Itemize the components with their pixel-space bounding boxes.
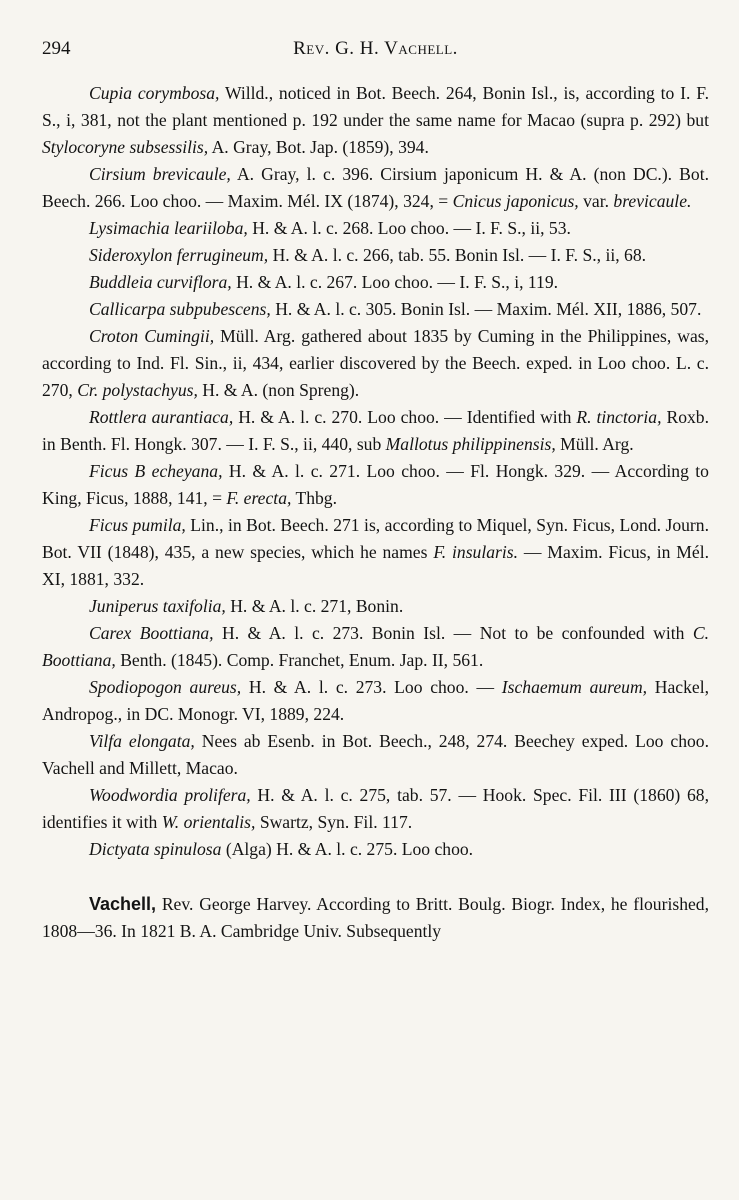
species-name: Dictyata spinulosa [89,839,222,859]
entry-paragraph [42,458,709,512]
entry-text: H. & A. (non Spreng). [197,380,360,400]
entry-text: H. & A. l. c. 267. Loo choo. — I. F. S., i, 119. [231,272,559,292]
biography-paragraph [42,891,709,945]
species-name: Ficus B echeyana, [89,461,223,481]
italic-citation: F. insularis. [433,542,519,562]
italic-citation: Stylocoryne subsessilis, [42,137,209,157]
entry-text: Willd., noticed in Bot. Beech. 264, Bonin Isl., is, according to I. F. S., i, 381, not the plant mentioned p. 192 under the same name for Macao (supra p. 292) but [42,83,709,130]
italic-citation: F. erecta, [226,488,292,508]
species-name: Sideroxylon ferrugineum, [89,245,269,265]
entry-text: A. Gray, l. c. 396. Cirsium japonicum H. & A. (non DC.). Bot. Beech. 266. Loo choo. — Maxim. Mél. IX (1874), 324, = [42,164,709,211]
italic-citation: brevicaule. [613,191,692,211]
entry-list [42,80,709,863]
biography-text: Rev. George Harvey. According to Britt. Boulg. Biogr. Index, he flourished, 1808—36. In 1821 B. A. Cambridge Univ. Subsequently [42,894,709,941]
page-number: 294 [42,38,71,59]
running-head: Rev. G. H. Vachell. [293,38,458,59]
entry-text: H. & A. l. c. 273. Loo choo. — [241,677,502,697]
entry-paragraph [42,323,709,404]
species-name: Woodwordia prolifera, [89,785,251,805]
entry-text: H. & A. l. c. 270. Loo choo. — Identified with [233,407,577,427]
entry-text: Lin., in Bot. Beech. 271 is, according to Miquel, Syn. Ficus, Lond. Journ. Bot. VII (1848), 435, a new species, which he names [42,515,709,562]
species-name: Vilfa elongata, [89,731,195,751]
entry-text: Swartz, Syn. Fil. 117. [255,812,413,832]
entry-text: A. Gray, Bot. Jap. (1859), 394. [208,137,429,157]
italic-citation: W. orientalis, [161,812,256,832]
species-name: Cirsium brevicaule, [89,164,231,184]
entry-text: Müll. Arg. [555,434,634,454]
entry-text: Roxb. in Benth. Fl. Hongk. 307. — I. F. S., ii, 440, sub [42,407,709,454]
species-name: Spodiopogon aureus, [89,677,242,697]
entry-text: Hackel, Andropog., in DC. Monogr. VI, 1889, 224. [42,677,709,724]
page-body [42,80,709,963]
entry-paragraph [42,782,709,836]
page-header [42,38,709,64]
entry-text: H. & A. l. c. 275, tab. 57. — Hook. Spec. Fil. III (1860) 68, identifies it with [42,785,710,832]
entry-text: — Maxim. Ficus, in Mél. XI, 1881, 332. [42,542,709,589]
species-name: Lysimachia leariiloba, [89,218,248,238]
species-name: Rottlera aurantiaca, [89,407,234,427]
entry-text: H. & A. l. c. 266, tab. 55. Bonin Isl. — I. F. S., ii, 68. [268,245,647,265]
entry-text: H. & A. l. c. 268. Loo choo. — I. F. S., ii, 53. [247,218,571,238]
species-name: Ficus pumila, [89,515,186,535]
italic-citation: R. tinctoria, [576,407,662,427]
italic-citation: Cnicus japonicus, [452,191,579,211]
entry-paragraph [42,836,709,863]
entry-paragraph [42,269,709,296]
entry-text: Benth. (1845). Comp. Franchet, Enum. Jap. II, 561. [115,650,484,670]
entry-text: Nees ab Esenb. in Bot. Beech., 248, 274. Beechey exped. Loo choo. Vachell and Millett, Macao. [42,731,709,778]
entry-text: var. [578,191,614,211]
entry-text: H. & A. l. c. 273. Bonin Isl. — Not to be confounded with [213,623,693,643]
entry-paragraph [42,728,709,782]
entry-paragraph [42,80,709,161]
entry-paragraph [42,512,709,593]
italic-citation: Ischaemum aureum, [501,677,648,697]
entry-paragraph [42,404,709,458]
entry-paragraph [42,620,709,674]
entry-paragraph [42,296,709,323]
species-name: Juniperus taxifolia, [89,596,226,616]
species-name: Cupia corymbosa, [89,83,220,103]
species-name: Buddleia curviflora, [89,272,232,292]
italic-citation: Cr. polystachyus, [77,380,198,400]
species-name: Callicarpa subpubescens, [89,299,271,319]
italic-citation: Mallotus philippinensis, [385,434,556,454]
entry-paragraph [42,215,709,242]
species-name: Carex Boottiana, [89,623,214,643]
entry-text: (Alga) H. & A. l. c. 275. Loo choo. [221,839,474,859]
entry-text: Thbg. [291,488,338,508]
species-name: Croton Cumingii, [89,326,215,346]
italic-citation: C. Boottiana, [42,623,709,670]
entry-paragraph [42,674,709,728]
entry-text: H. & A. l. c. 271, Bonin. [225,596,404,616]
entry-text: Müll. Arg. gathered about 1835 by Cuming in the Philippines, was, according to Ind. Fl. Sin., ii, 434, earlier discovered by the Beech. exped. in Loo choo. L. c. 270, [42,326,710,400]
entry-paragraph [42,161,709,215]
entry-paragraph [42,593,709,620]
entry-paragraph [42,242,709,269]
entry-text: H. & A. l. c. 271. Loo choo. — Fl. Hongk. 329. — According to King, Ficus, 1888, 141, = [42,461,709,508]
entry-text: H. & A. l. c. 305. Bonin Isl. — Maxim. Mél. XII, 1886, 507. [270,299,702,319]
biography-name: Vachell, [89,894,157,914]
